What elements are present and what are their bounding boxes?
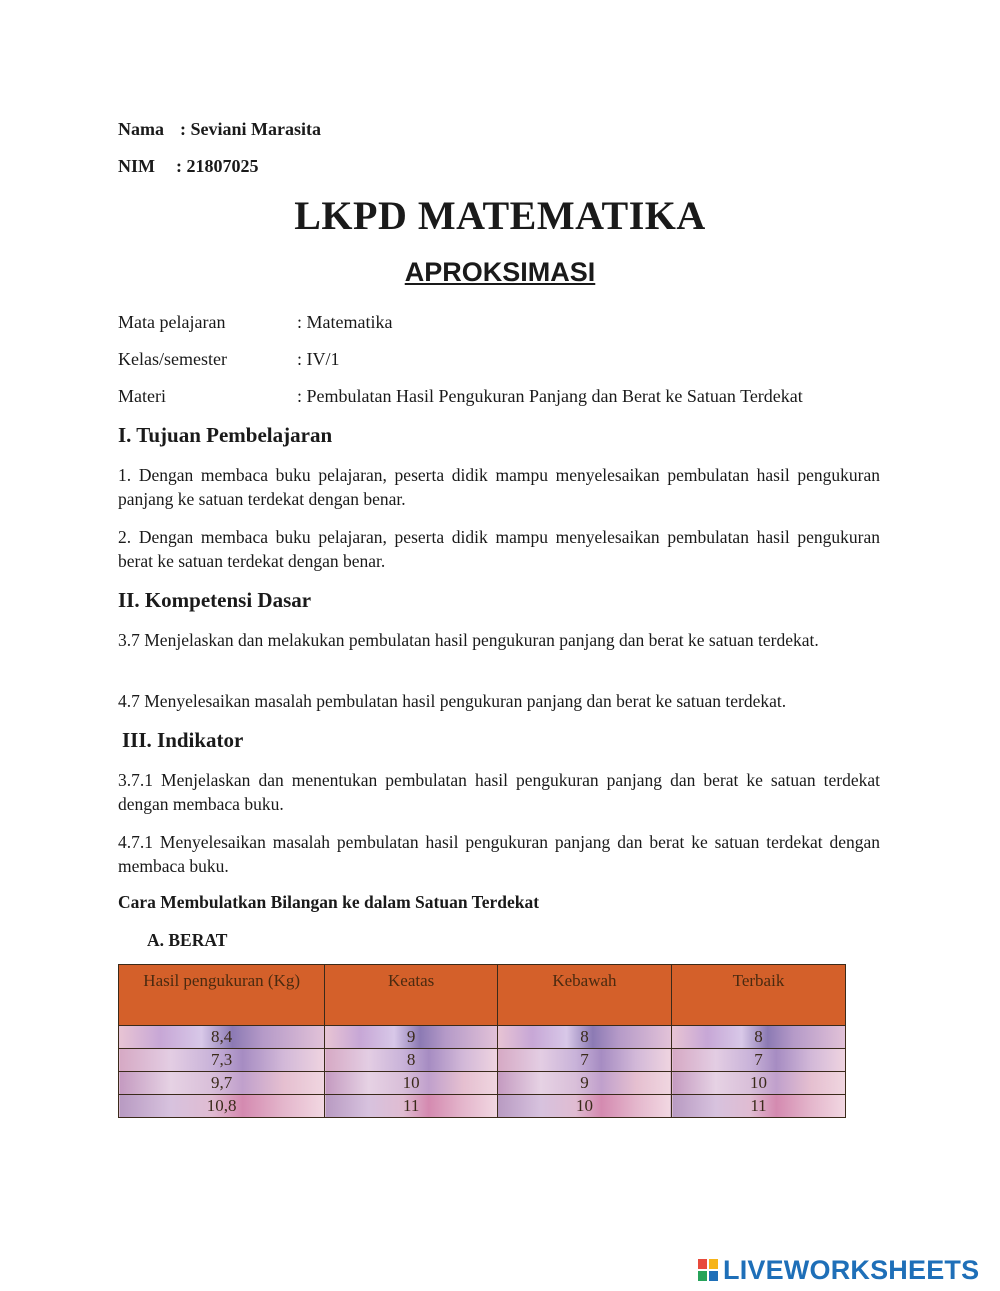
section-heading-kompetensi: II. Kompetensi Dasar [118, 588, 312, 612]
table-cell: 10 [325, 1072, 498, 1095]
table-cell: 9 [497, 1072, 671, 1095]
page-title: LKPD MATEMATIKA [294, 193, 706, 238]
table-cell: 8 [497, 1026, 671, 1049]
table-header-row [119, 965, 846, 1026]
info-label-mapel: Mata pelajaran [118, 312, 226, 332]
section-heading-indikator: III. Indikator [122, 728, 244, 752]
table-row [119, 1049, 846, 1072]
cara-heading: Cara Membulatkan Bilangan ke dalam Satuan Terdekat [118, 892, 540, 912]
table-cell: 8 [672, 1026, 846, 1049]
name-value: : Seviani Marasita [180, 119, 321, 139]
table-cell: 7 [497, 1049, 671, 1072]
tujuan-item-2: 2. Dengan membaca buku pelajaran, peserta didik mampu menyelesaikan pembulatan hasil pengukuran berat ke satuan terdekat dengan benar. [118, 527, 880, 571]
table-cell: 7,3 [119, 1049, 325, 1072]
info-label-kelas: Kelas/semester [118, 349, 227, 369]
logo-square-yellow [708, 1258, 719, 1270]
table-cell: 11 [325, 1095, 498, 1118]
liveworksheets-logo-text: LIVEWORKSHEETS [723, 1254, 980, 1285]
table-header-hasil: Hasil pengukuran (Kg) [119, 965, 325, 1026]
berat-table [118, 964, 846, 1118]
kompetensi-item-2: 4.7 Menyelesaikan masalah pembulatan hasil pengukuran panjang dan berat ke satuan terdekat. [118, 691, 787, 711]
nim-label: NIM [118, 156, 155, 176]
table-cell: 10 [672, 1072, 846, 1095]
table-cell: 7 [672, 1049, 846, 1072]
logo-square-red [697, 1258, 708, 1270]
liveworksheets-logo[interactable] [697, 1255, 979, 1285]
kompetensi-item-1: 3.7 Menjelaskan dan melakukan pembulatan hasil pengukuran panjang dan berat ke satuan terdekat. [118, 630, 819, 650]
table-cell: 9,7 [119, 1072, 325, 1095]
table-row [119, 1095, 846, 1118]
table-header-kebawah: Kebawah [497, 965, 671, 1026]
table-cell: 9 [325, 1026, 498, 1049]
logo-square-blue [708, 1270, 719, 1282]
indikator-item-1: 3.7.1 Menjelaskan dan menentukan pembulatan hasil pengukuran panjang dan berat ke satuan terdekat dengan membaca buku. [118, 770, 880, 814]
table-cell: 11 [672, 1095, 846, 1118]
table-header-keatas: Keatas [325, 965, 498, 1026]
tujuan-item-1: 1. Dengan membaca buku pelajaran, peserta didik mampu menyelesaikan pembulatan hasil pengukuran panjang ke satuan terdekat dengan benar. [118, 465, 880, 509]
table-cell: 10,8 [119, 1095, 325, 1118]
table-cell: 10 [497, 1095, 671, 1118]
table-cell: 8 [325, 1049, 498, 1072]
indikator-item-2: 4.7.1 Menyelesaikan masalah pembulatan hasil pengukuran panjang dan berat ke satuan terdekat dengan membaca buku. [118, 832, 880, 876]
nim-value: : 21807025 [176, 156, 259, 176]
berat-heading: A. BERAT [147, 930, 228, 950]
liveworksheets-logo-icon [697, 1258, 719, 1282]
info-value-kelas: : IV/1 [297, 349, 340, 369]
table-row [119, 1072, 846, 1095]
table-header-terbaik: Terbaik [672, 965, 846, 1026]
section-heading-tujuan: I. Tujuan Pembelajaran [118, 423, 333, 447]
table-row [119, 1026, 846, 1049]
name-label: Nama [118, 119, 164, 139]
info-label-materi: Materi [118, 386, 166, 406]
info-value-mapel: : Matematika [297, 312, 393, 332]
page-subtitle: APROKSIMASI [404, 257, 596, 287]
table-cell: 8,4 [119, 1026, 325, 1049]
logo-square-green [697, 1270, 708, 1282]
info-value-materi: : Pembulatan Hasil Pengukuran Panjang dan Berat ke Satuan Terdekat [297, 386, 803, 406]
